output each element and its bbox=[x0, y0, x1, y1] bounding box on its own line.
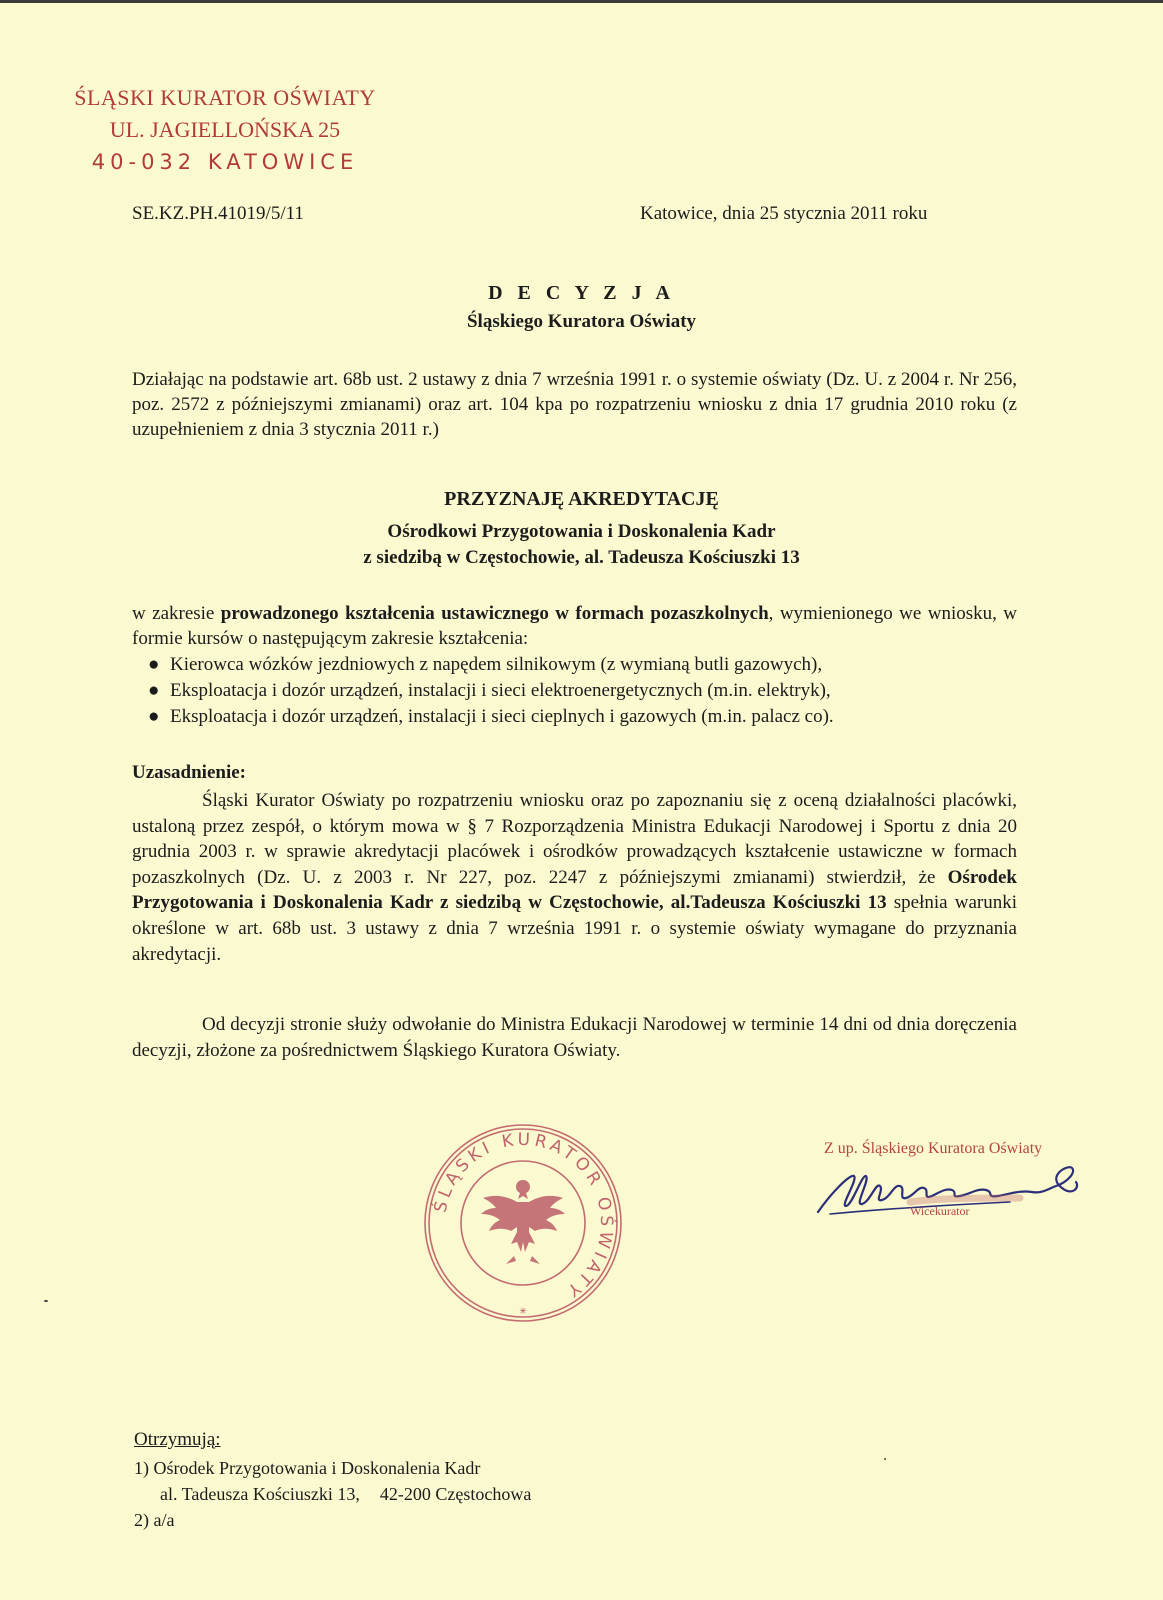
recipient-address bbox=[134, 1481, 531, 1507]
appeal-text: Od decyzji stronie służy odwołanie do Ministra Edukacji Narodowej w terminie 14 dni od dnia doręczenia decyzji, złożone za pośrednictwem Śląskiego Kuratora Oświaty. bbox=[132, 1014, 1017, 1061]
bullet-icon: ● bbox=[148, 680, 160, 701]
recipients-heading: Otrzymują: bbox=[134, 1429, 221, 1450]
reference-number: SE.KZ.PH.41019/5/11 bbox=[132, 203, 304, 224]
signature-role: Wicekurator bbox=[910, 1204, 970, 1218]
reasoning-heading: Uzasadnienie: bbox=[132, 762, 246, 783]
date-line: Katowice, dnia 25 stycznia 2011 roku bbox=[640, 203, 928, 224]
reasoning-text-after: spełnia warunki określone w art. 68b ust. 3 ustawy z dnia 7 września 1991 r. o systemie oświaty wymagane do przyznania akredytacji. bbox=[132, 892, 1017, 965]
list-item bbox=[148, 652, 834, 678]
reasoning-text-bold: Ośrodek Przygotowania i Doskonalenia Kadr z siedzibą w Częstochowie, al.Tadeusza Kościuszki 13 bbox=[132, 866, 1017, 914]
signature-authorization-stamp: Z up. Śląskiego Kuratora Oświaty bbox=[824, 1140, 1043, 1157]
official-seal bbox=[418, 1118, 628, 1328]
eagle-emblem-icon bbox=[481, 1180, 565, 1264]
recipients-list bbox=[134, 1455, 531, 1533]
scope-item-text: Eksploatacja i dozór urządzeń, instalacji i sieci cieplnych i gazowych (m.in. palacz co). bbox=[170, 706, 834, 727]
recipient-item: 1) Ośrodek Przygotowania i Doskonalenia Kadr bbox=[134, 1458, 481, 1478]
scope-suffix: , wymienionego we wniosku, w formie kursów o następującym zakresie kształcenia: bbox=[132, 603, 1017, 649]
scope-list bbox=[148, 652, 834, 730]
scope-paragraph bbox=[132, 601, 1017, 651]
reasoning-text-before: Śląski Kurator Oświaty po rozpatrzeniu wniosku oraz po zapoznaniu się z oceną działalności placówki, ustaloną przez zespół, o którym mowa w § 7 Rozporządzenia Ministra Edukacji Narodowej i Sportu z dnia 20 grudnia 2003 r. w sprawie akredytacji placówek i ośrodków prowadzących kształcenie ustawiczne w formach pozaszkolnych (Dz. U. z 2003 r. Nr 227, poz. 2247 z późniejszymi zmianami) stwierdził, że bbox=[132, 790, 1017, 888]
document-title: D E C Y Z J A bbox=[488, 282, 675, 304]
scan-top-edge bbox=[0, 0, 1163, 3]
stamp-line-street: UL. JAGIELLOŃSKA 25 bbox=[109, 117, 341, 142]
bullet-icon: ● bbox=[148, 706, 160, 727]
grant-heading: PRZYZNAJĘ AKREDYTACJĘ bbox=[444, 488, 719, 510]
scope-item-text: Eksploatacja i dozór urządzeń, instalacji i sieci elektroenergetycznych (m.in. elektryk), bbox=[170, 680, 831, 701]
scope-bold: prowadzonego kształcenia ustawicznego w formach pozaszkolnych bbox=[220, 603, 769, 624]
list-item bbox=[148, 678, 834, 704]
office-header-stamp bbox=[60, 82, 390, 178]
appeal-paragraph bbox=[132, 1012, 1017, 1064]
recipient-item: 2) a/a bbox=[134, 1510, 175, 1530]
seal-ring-text: ŚLĄSKI KURATOR OŚWIATY bbox=[430, 1129, 617, 1303]
bullet-icon: ● bbox=[148, 654, 160, 675]
scan-speck bbox=[44, 1300, 48, 1302]
intro-paragraph: Działając na podstawie art. 68b ust. 2 ustawy z dnia 7 września 1991 r. o systemie oświaty (Dz. U. z 2004 r. Nr 256, poz. 2572 z późniejszymi zmianami) oraz art. 104 kpa po rozpatrzeniu wniosku z dnia 17 grudnia 2010 roku (z uzupełnieniem z dnia 3 stycznia 2011 r.) bbox=[132, 369, 1017, 440]
list-item bbox=[148, 704, 834, 730]
recipient-street: al. Tadeusza Kościuszki 13, bbox=[160, 1484, 360, 1504]
document-subtitle: Śląskiego Kuratora Oświaty bbox=[466, 311, 697, 332]
grant-seat: z siedzibą w Częstochowie, al. Tadeusza Kościuszki 13 bbox=[363, 547, 800, 568]
grant-institution: Ośrodkowi Przygotowania i Doskonalenia Kadr bbox=[387, 521, 776, 542]
seal-star-icon: ✳ bbox=[519, 1306, 527, 1316]
scope-item-text: Kierowca wózków jezdniowych z napędem silnikowym (z wymianą butli gazowych), bbox=[170, 654, 823, 675]
recipient-city: 42-200 Częstochowa bbox=[379, 1484, 532, 1504]
reasoning-paragraph bbox=[132, 788, 1017, 967]
stamp-line-city: 40-032 KATOWICE bbox=[91, 150, 359, 174]
scan-speck bbox=[884, 1458, 886, 1460]
scope-prefix: w zakresie bbox=[132, 603, 215, 624]
stamp-line-office: ŚLĄSKI KURATOR OŚWIATY bbox=[74, 85, 376, 110]
